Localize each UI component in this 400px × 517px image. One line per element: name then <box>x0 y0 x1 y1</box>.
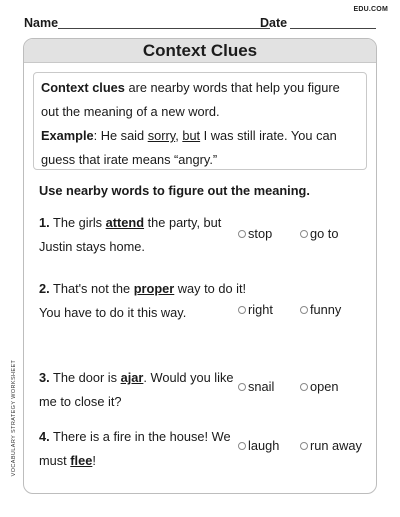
example-text: : He said <box>93 128 148 143</box>
option-go-to[interactable] <box>300 226 338 241</box>
definition-box <box>33 72 367 170</box>
option-label: laugh <box>248 438 280 453</box>
option-right[interactable] <box>238 302 273 317</box>
question-3 <box>39 366 249 414</box>
option-label: go to <box>310 226 339 241</box>
name-date-row <box>24 16 376 32</box>
option-laugh[interactable] <box>238 438 279 453</box>
example-label: Example <box>41 128 94 143</box>
radio-circle-icon[interactable] <box>238 230 246 238</box>
radio-circle-icon[interactable] <box>300 230 308 238</box>
question-text: . Would you like me to close it? <box>39 370 234 409</box>
question-text: ! <box>92 453 96 468</box>
name-line <box>58 28 270 29</box>
radio-circle-icon[interactable] <box>238 442 246 450</box>
question-number: 1. <box>39 215 50 230</box>
question-text: way to do it! You have to do it this way. <box>39 281 247 320</box>
name-label: Name <box>24 16 59 30</box>
question-text: There is a fire in the house! We must <box>39 429 231 468</box>
question-text: the party, but Justin stays home. <box>39 215 222 254</box>
radio-circle-icon[interactable] <box>238 383 246 391</box>
question-number: 3. <box>39 370 50 385</box>
target-word: proper <box>133 281 175 296</box>
date-line <box>290 28 376 29</box>
question-number: 4. <box>39 429 50 444</box>
option-label: right <box>248 302 273 317</box>
brand-logo: EDU.COM <box>353 6 388 13</box>
definition-text: are nearby words that help you figure out the meaning of a new word. <box>41 80 340 119</box>
question-2 <box>39 277 249 325</box>
example-text: I was still irate. You can guess that irate means “angry.” <box>41 128 337 167</box>
worksheet-title: Context Clues <box>24 39 376 63</box>
target-word: flee <box>70 453 93 468</box>
instruction-text: Use nearby words to figure out the meaning. <box>39 183 310 198</box>
worksheet-panel <box>23 38 377 494</box>
option-run-away[interactable] <box>300 438 362 453</box>
question-1 <box>39 211 249 259</box>
option-label: open <box>310 379 339 394</box>
question-number: 2. <box>39 281 50 296</box>
example-text: , <box>175 128 183 143</box>
radio-circle-icon[interactable] <box>300 442 308 450</box>
option-open[interactable] <box>300 379 338 394</box>
example-underline-word: but <box>182 128 201 143</box>
example-underline-word: sorry <box>147 128 176 143</box>
radio-circle-icon[interactable] <box>300 306 308 314</box>
question-4 <box>39 425 249 473</box>
option-label: run away <box>310 438 362 453</box>
option-label: snail <box>248 379 275 394</box>
option-label: stop <box>248 226 273 241</box>
question-text: That's not the <box>49 281 134 296</box>
radio-circle-icon[interactable] <box>238 306 246 314</box>
option-funny[interactable] <box>300 302 341 317</box>
target-word: attend <box>105 215 145 230</box>
option-stop[interactable] <box>238 226 272 241</box>
option-snail[interactable] <box>238 379 274 394</box>
definition-term: Context clues <box>41 80 125 95</box>
side-label: VOCABULARY STRATEGY WORKSHEET <box>11 359 17 477</box>
option-label: funny <box>310 302 342 317</box>
question-text: The door is <box>49 370 121 385</box>
radio-circle-icon[interactable] <box>300 383 308 391</box>
target-word: ajar <box>120 370 144 385</box>
date-label: Date <box>260 16 288 30</box>
question-text: The girls <box>49 215 106 230</box>
